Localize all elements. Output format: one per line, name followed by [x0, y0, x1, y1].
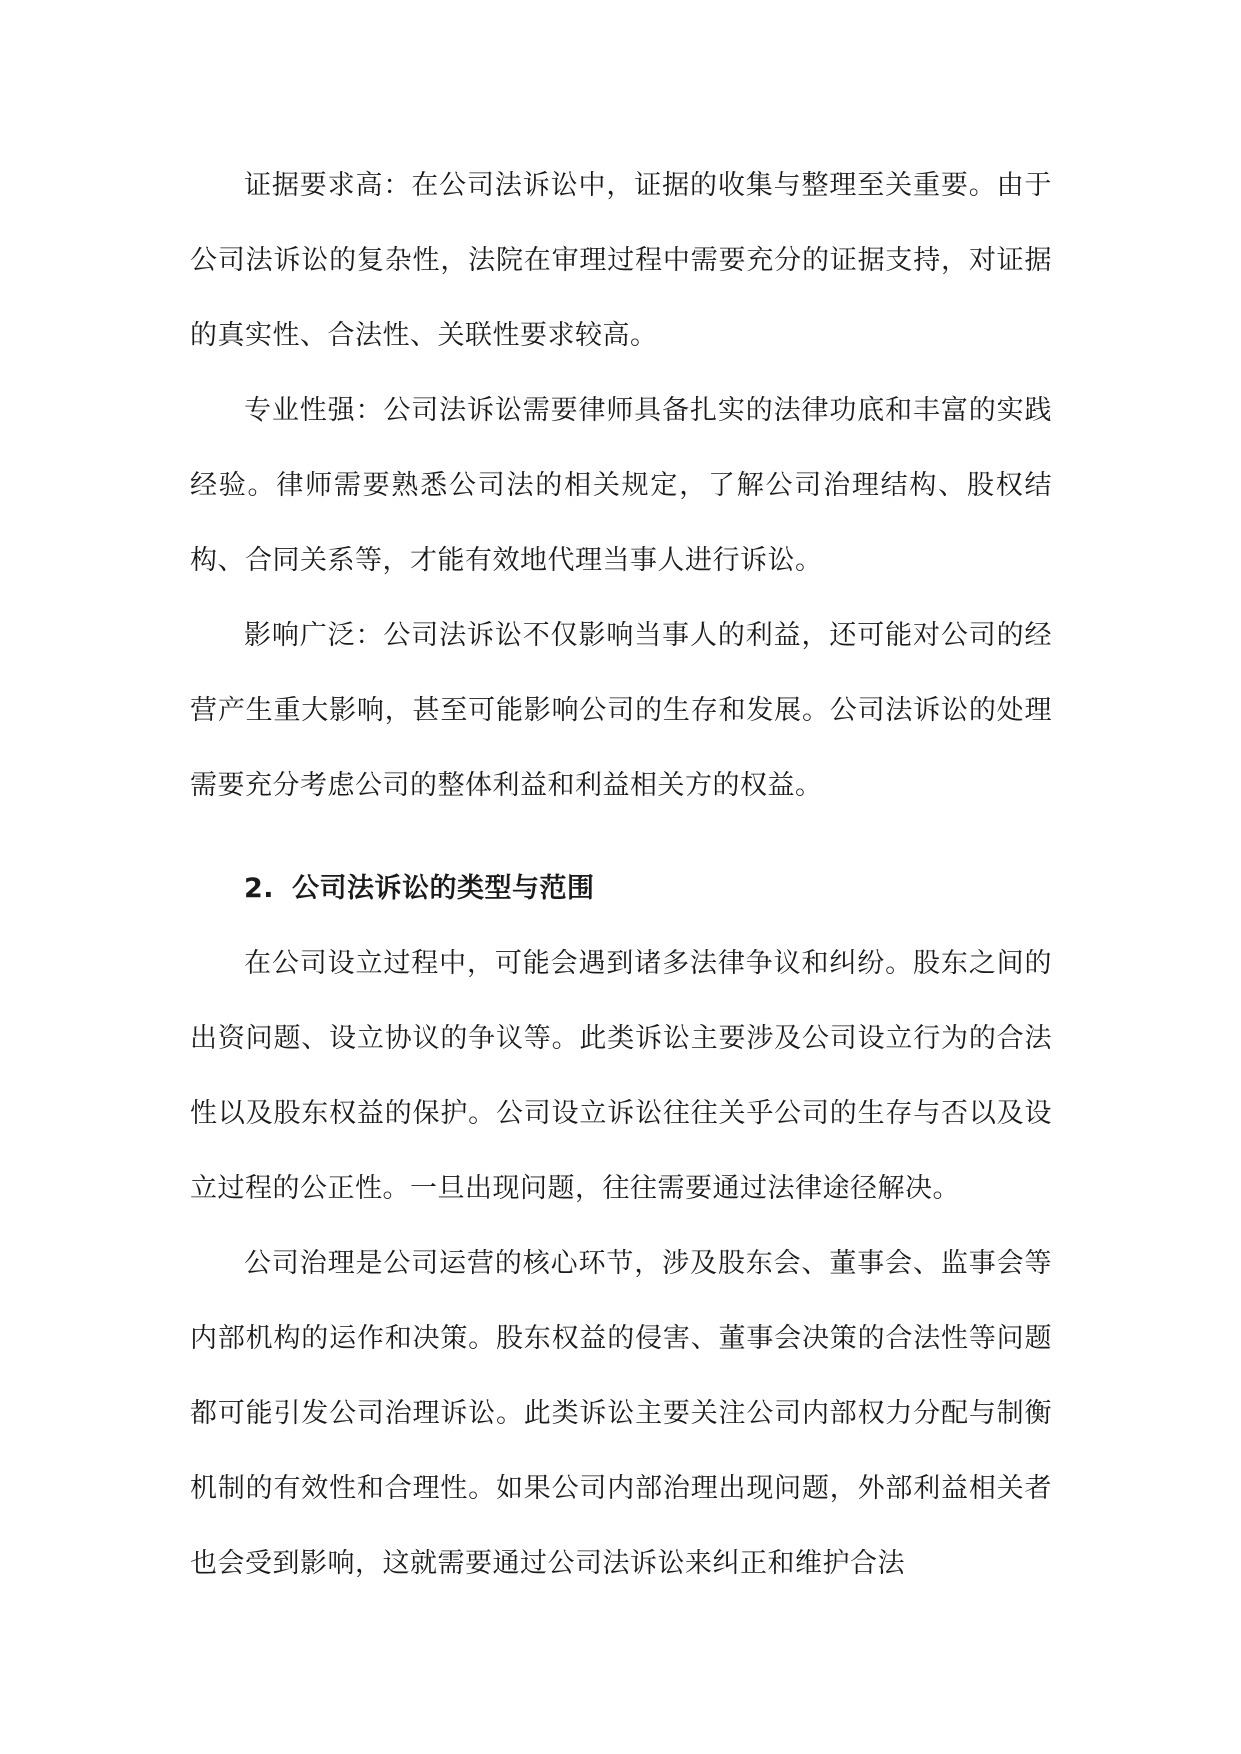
- paragraph-evidence: 证据要求高：在公司法诉讼中，证据的收集与整理至关重要。由于公司法诉讼的复杂性，法院在审理过程中需要充分的证据支持，对证据的真实性、合法性、关联性要求较高。: [190, 170, 1052, 351]
- section-number: 2.: [244, 873, 275, 904]
- paragraph-professionalism: 专业性强：公司法诉讼需要律师具备扎实的法律功底和丰富的实践经验。律师需要熟悉公司法的相关规定，了解公司治理结构、股权结构、合同关系等，才能有效地代理当事人进行诉讼。: [190, 395, 1052, 576]
- paragraph-establishment: 在公司设立过程中，可能会遇到诸多法律争议和纠纷。股东之间的出资问题、设立协议的争议等。此类诉讼主要涉及公司设立行为的合法性以及股东权益的保护。公司设立诉讼往往关乎公司的生存与否以及设立过程的公正性。一旦出现问题，往往需要通过法律途径解决。: [190, 948, 1052, 1204]
- paragraph-influence: 影响广泛：公司法诉讼不仅影响当事人的利益，还可能对公司的经营产生重大影响，甚至可能影响公司的生存和发展。公司法诉讼的处理需要充分考虑公司的整体利益和利益相关方的权益。: [190, 620, 1052, 801]
- section-title: 公司法诉讼的类型与范围: [292, 873, 595, 904]
- document-body: [190, 148, 1052, 1601]
- paragraph-governance: 公司治理是公司运营的核心环节，涉及股东会、董事会、监事会等内部机构的运作和决策。股东权益的侵害、董事会决策的合法性等问题都可能引发公司治理诉讼。此类诉讼主要关注公司内部权力分配与制衡机制的有效性和合理性。如果公司内部治理出现问题，外部利益相关者也会受到影响，这就需要通过公司法诉讼来纠正和维护合法: [190, 1248, 1052, 1579]
- section-heading: [190, 851, 1052, 926]
